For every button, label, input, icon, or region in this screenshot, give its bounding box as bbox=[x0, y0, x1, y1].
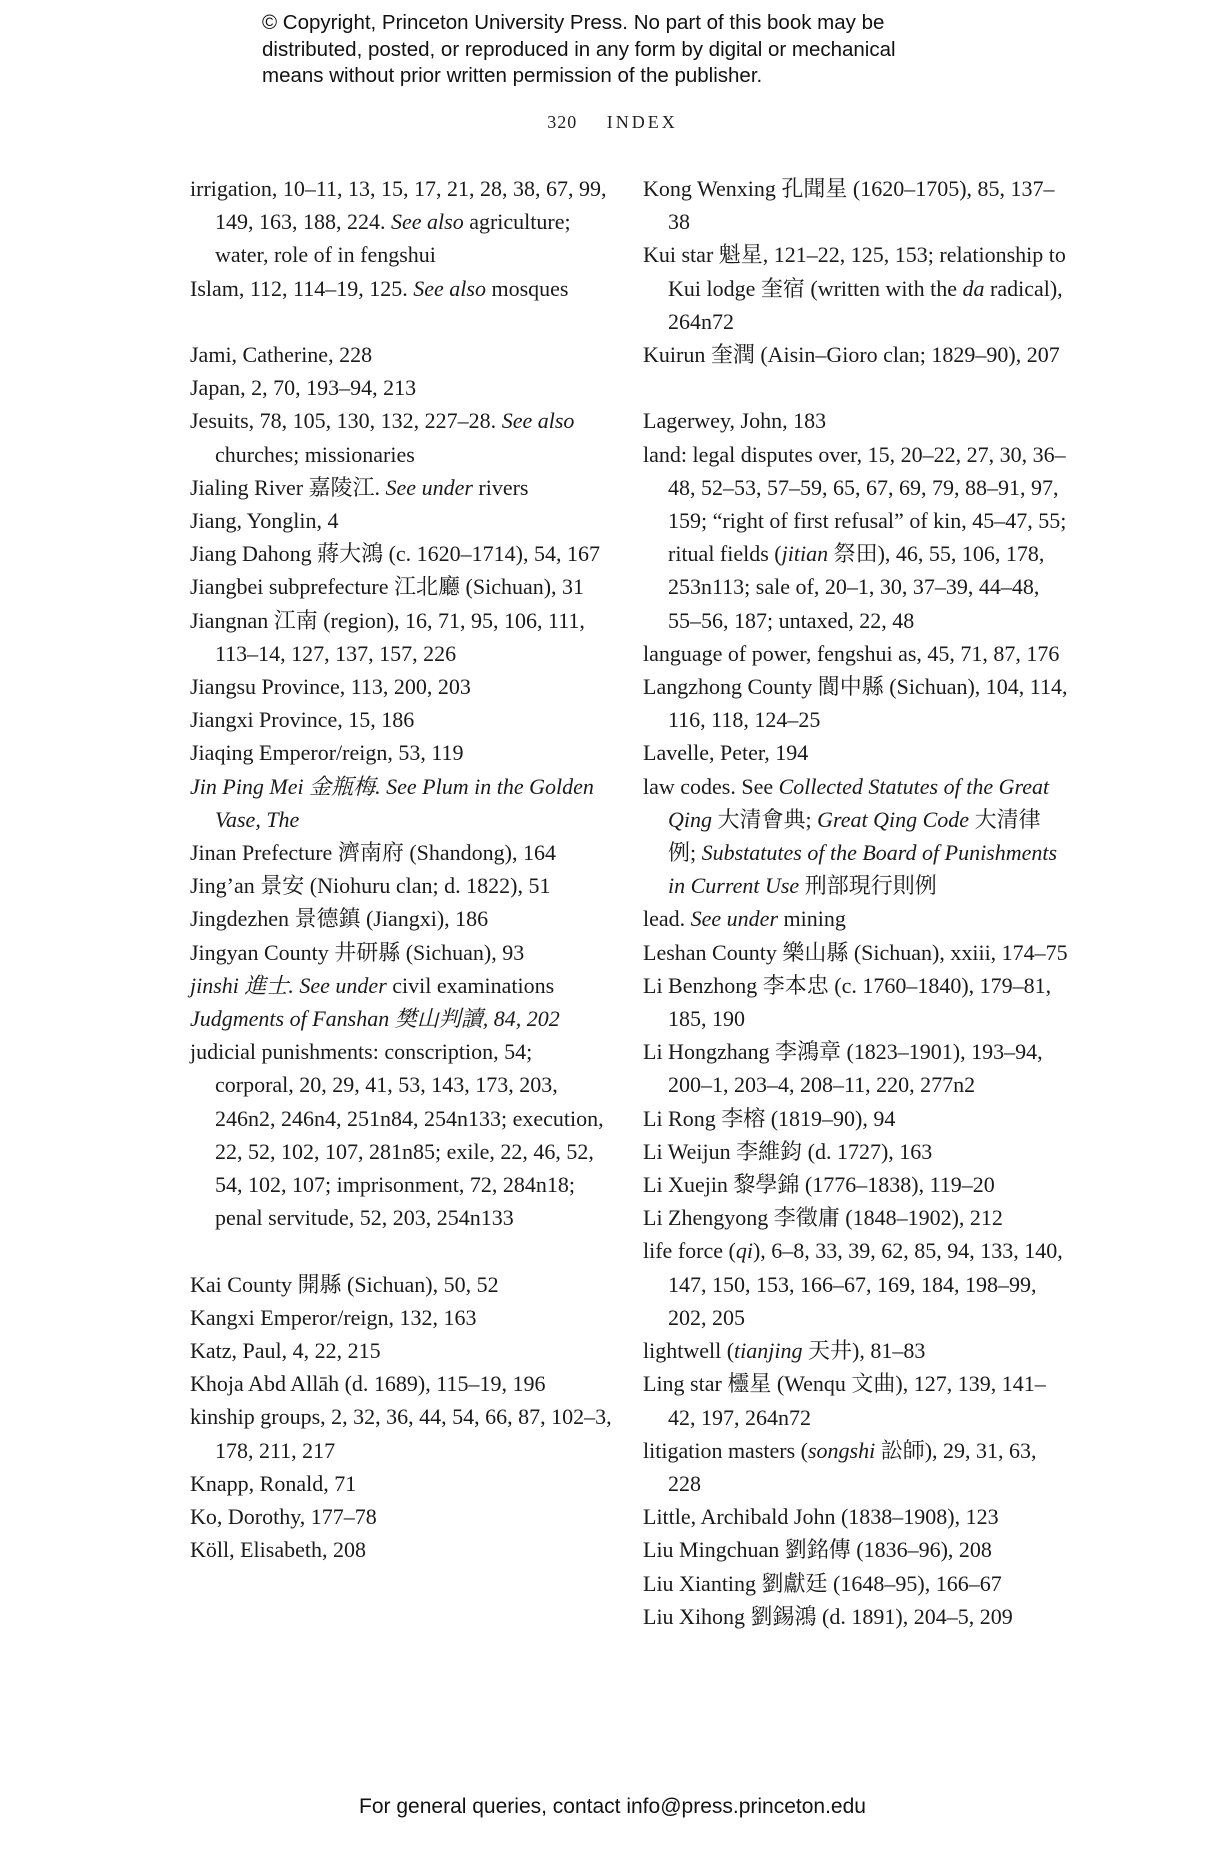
index-entry: Jingdezhen 景德鎮 (Jiangxi), 186 bbox=[190, 906, 489, 932]
index-entry: Jiangbei subprefecture 江北廳 (Sichuan), 31 bbox=[190, 574, 585, 600]
index-entry: Jiangnan 江南 (region), 16, 71, 95, 106, 111, 113–14, 127, 137, 157, 226 bbox=[190, 607, 585, 666]
index-entry: judicial punishments: conscription, 54; corporal, 20, 29, 41, 53, 143, 173, 203, 246n2, 246n4, 251n84, 254n133; execution, 22, 52, 102, 107, 281n85; exile, 22, 46, 52, 54, 102, 107; imprisonment, 72, 284n18; penal servitude, 52, 203, 254n133 bbox=[190, 1039, 604, 1231]
page-number: 320 bbox=[547, 112, 578, 132]
index-entry: life force (qi), 6–8, 33, 39, 62, 85, 94, 133, 140, 147, 150, 153, 166–67, 169, 184, 198–99, 202, 205 bbox=[643, 1238, 1063, 1330]
index-entry: Ling star 欞星 (Wenqu 文曲), 127, 139, 141–42, 197, 264n72 bbox=[643, 1371, 1046, 1430]
index-entry: Li Weijun 李維鈞 (d. 1727), 163 bbox=[643, 1138, 933, 1164]
letter-gap bbox=[190, 1234, 615, 1267]
index-entry: Jiang, Yonglin, 4 bbox=[190, 508, 339, 534]
copyright-line: means without prior written permission of the publisher. bbox=[262, 64, 763, 87]
index-entry: Köll, Elisabeth, 208 bbox=[190, 1537, 366, 1563]
index-entry: Jami, Catherine, 228 bbox=[190, 342, 373, 367]
index-entry: lightwell (tianjing 天井), 81–83 bbox=[643, 1338, 926, 1364]
index-entry: Khoja Abd Allāh (d. 1689), 115–19, 196 bbox=[190, 1371, 546, 1397]
footer-contact: For general queries, contact info@press.princeton.edu bbox=[359, 1795, 866, 1818]
index-entry: Knapp, Ronald, 71 bbox=[190, 1470, 357, 1496]
section-title: INDEX bbox=[606, 112, 678, 132]
index-entry: Jing’an 景安 (Niohuru clan; d. 1822), 51 bbox=[190, 873, 551, 899]
index-entry: Li Rong 李榕 (1819–90), 94 bbox=[643, 1105, 896, 1131]
index-entry: kinship groups, 2, 32, 36, 44, 54, 66, 87, 102–3, 178, 211, 217 bbox=[190, 1404, 612, 1463]
index-entry: Lavelle, Peter, 194 bbox=[643, 740, 809, 766]
index-entry: Langzhong County 閬中縣 (Sichuan), 104, 114, 116, 118, 124–25 bbox=[643, 674, 1068, 733]
index-entry: land: legal disputes over, 15, 20–22, 27, 30, 36–48, 52–53, 57–59, 65, 67, 69, 79, 88–91, 97, 159; “right of first refusal” of kin, 45–47, 55; ritual fields (jitian 祭田), 46, 55, 106, 178, 253n113; sale of, 20–1, 30, 37–39, 44–48, 55–56, 187; untaxed, 22, 48 bbox=[643, 441, 1067, 633]
index-entry: Little, Archibald John (1838–1908), 123 bbox=[643, 1504, 999, 1530]
index-entry: Li Hongzhang 李鴻章 (1823–1901), 193–94, 200–1, 203–4, 208–11, 220, 277n2 bbox=[643, 1039, 1043, 1098]
index-entry: Jingyan County 井研縣 (Sichuan), 93 bbox=[190, 939, 525, 965]
index-entry: Jinan Prefecture 濟南府 (Shandong), 164 bbox=[190, 840, 556, 866]
index-entry: Kui star 魁星, 121–22, 125, 153; relationship to Kui lodge 奎宿 (written with the da radical), 264n72 bbox=[643, 242, 1066, 334]
index-entry: Liu Xianting 劉獻廷 (1648–95), 166–67 bbox=[643, 1570, 1002, 1596]
index-entry: Lagerwey, John, 183 bbox=[643, 408, 827, 434]
index-entry: Katz, Paul, 4, 22, 215 bbox=[190, 1338, 381, 1364]
index-entry: Liu Xihong 劉錫鴻 (d. 1891), 204–5, 209 bbox=[643, 1603, 1013, 1629]
index-entry: Kong Wenxing 孔聞星 (1620–1705), 85, 137–38 bbox=[643, 176, 1055, 235]
index-entry: jinshi 進士. See under civil examinations bbox=[190, 972, 555, 998]
index-entry: lead. See under mining bbox=[643, 906, 846, 932]
index-entry: Leshan County 樂山縣 (Sichuan), xxiii, 174–75 bbox=[643, 939, 1068, 965]
index-entry: irrigation, 10–11, 13, 15, 17, 21, 28, 38, 67, 99, 149, 163, 188, 224. See also agriculture; water, role of in fengshui bbox=[190, 176, 607, 268]
running-head bbox=[0, 112, 1225, 133]
index-entry: Li Benzhong 李本忠 (c. 1760–1840), 179–81, 185, 190 bbox=[643, 972, 1052, 1032]
letter-gap bbox=[190, 305, 615, 338]
index-entry: Judgments of Fanshan 樊山判讀, 84, 202 bbox=[190, 1006, 560, 1032]
index-entry: Jin Ping Mei 金瓶梅. See Plum in the Golden Vase, The bbox=[190, 773, 594, 832]
index-column-left bbox=[190, 172, 615, 1567]
index-entry: Li Zhengyong 李徵庸 (1848–1902), 212 bbox=[643, 1205, 1003, 1231]
index-entry: Kangxi Emperor/reign, 132, 163 bbox=[190, 1304, 477, 1330]
index-entry: Jiangxi Province, 15, 186 bbox=[190, 707, 415, 733]
index-entry: Islam, 112, 114–19, 125. See also mosques bbox=[190, 275, 569, 301]
index-entry: Japan, 2, 70, 193–94, 213 bbox=[190, 375, 417, 401]
index-entry: Jialing River 嘉陵江. See under rivers bbox=[190, 474, 529, 500]
index-entry: Kai County 開縣 (Sichuan), 50, 52 bbox=[190, 1271, 499, 1297]
index-entry: language of power, fengshui as, 45, 71, 87, 176 bbox=[643, 640, 1060, 666]
index-entry: Li Xuejin 黎學錦 (1776–1838), 119–20 bbox=[643, 1172, 995, 1198]
copyright-line: © Copyright, Princeton University Press. No part of this book may be bbox=[262, 11, 885, 34]
letter-gap bbox=[643, 371, 1068, 404]
index-entry: litigation masters (songshi 訟師), 29, 31, 63, 228 bbox=[643, 1437, 1037, 1496]
copyright-notice bbox=[262, 10, 1022, 90]
index-entry: Ko, Dorothy, 177–78 bbox=[190, 1504, 377, 1530]
index-entry: Kuirun 奎潤 (Aisin–Gioro clan; 1829–90), 207 bbox=[643, 342, 1060, 368]
index-entry: Jiang Dahong 蔣大鴻 (c. 1620–1714), 54, 167 bbox=[190, 541, 601, 567]
index-entry: Jiangsu Province, 113, 200, 203 bbox=[190, 674, 471, 700]
index-column-right bbox=[643, 172, 1068, 1633]
index-entry: Liu Mingchuan 劉銘傳 (1836–96), 208 bbox=[643, 1537, 992, 1563]
copyright-line: distributed, posted, or reproduced in any form by digital or mechanical bbox=[262, 37, 896, 61]
index-entry: law codes. See Collected Statutes of the Great Qing 大清會典; Great Qing Code 大清律例; Substatutes of the Board of Punishments in Current Use 刑部現行則例 bbox=[643, 773, 1058, 899]
index-entry: Jiaqing Emperor/reign, 53, 119 bbox=[190, 740, 464, 766]
index-entry: Jesuits, 78, 105, 130, 132, 227–28. See also churches; missionaries bbox=[190, 408, 575, 467]
